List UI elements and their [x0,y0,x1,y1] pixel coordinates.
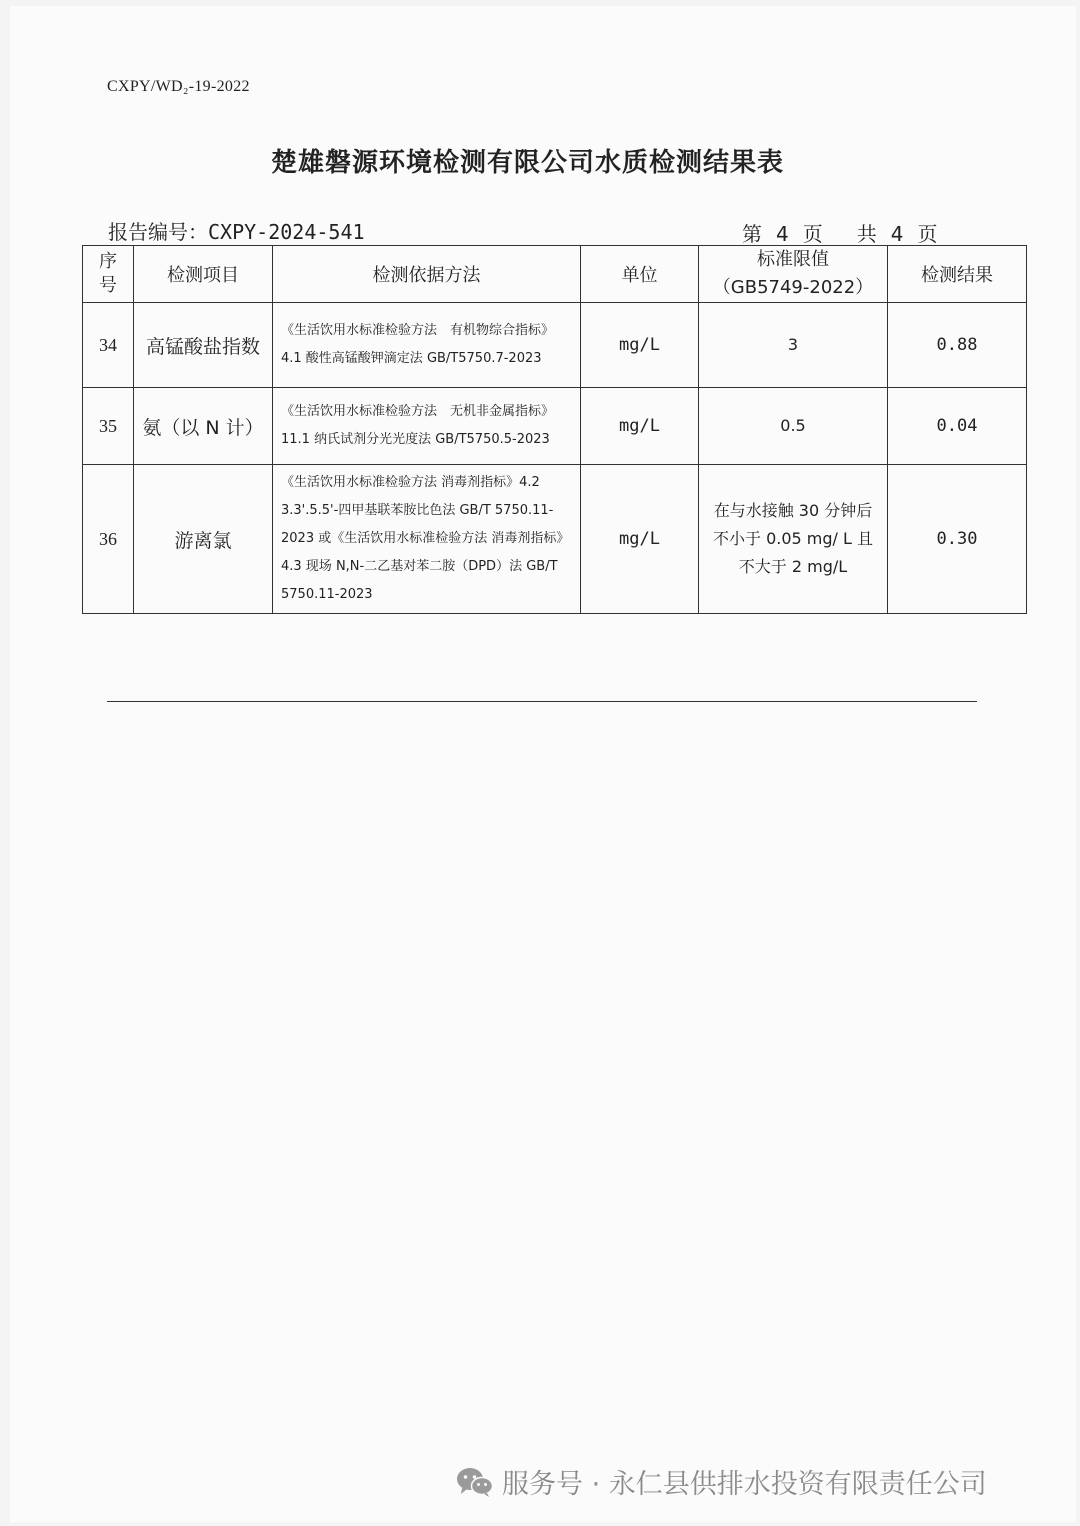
report-number: 报告编号：CXPY-2024-541 [108,220,365,244]
watermark [456,1462,987,1501]
table-row [83,465,1027,614]
results-table [82,245,1027,614]
document-code: CXPY/WD₂-19-2022 [107,78,250,95]
watermark-text: 服务号 · 永仁县供排水投资有限责任公司 [502,1469,987,1500]
table-row [83,388,1027,465]
row-result: 0.30 [888,465,1027,614]
header-method: 检测依据方法 [273,246,581,303]
header-standard: 标准限值 （GB5749-2022） [699,246,888,303]
divider-line [107,701,977,702]
row-standard: 在与水接触 30 分钟后 不小于 0.05 mg/ L 且 不大于 2 mg/L [699,465,888,614]
row-unit: mg/L [581,388,699,465]
table-header-row [83,246,1027,303]
header-unit: 单位 [581,246,699,303]
page-total: 4 [890,222,904,246]
table-row [83,303,1027,388]
row-method: 《生活饮用水标准检验方法 无机非金属指标》11.1 纳氏试剂分光光度法 GB/T5750.5-2023 [273,388,581,465]
row-item: 氨（以 N 计） [134,388,273,465]
page-total-prefix: 共 [856,222,877,246]
page-total-unit: 页 [917,222,938,246]
page-indicator [742,218,937,247]
row-seq: 36 [83,465,134,614]
row-item: 高锰酸盐指数 [134,303,273,388]
page-prefix: 第 [742,222,762,246]
row-result: 0.04 [888,388,1027,465]
wechat-icon [456,1466,494,1498]
row-seq: 35 [83,388,134,465]
header-item: 检测项目 [134,246,273,303]
page-unit: 页 [802,222,823,246]
row-item: 游离氯 [134,465,273,614]
page-current: 4 [776,222,789,246]
row-unit: mg/L [581,465,699,614]
row-standard: 3 [699,303,888,388]
row-standard: 0.5 [699,388,888,465]
row-result: 0.88 [888,303,1027,388]
header-result: 检测结果 [888,246,1027,303]
header-seq: 序 号 [83,246,134,303]
row-method: 《生活饮用水标准检验方法 消毒剂指标》4.2 3.3'.5.5'-四甲基联苯胺比色法 GB/T 5750.11-2023 或《生活饮用水标准检验方法 消毒剂指标》4.3 现场 N,N-二乙基对苯二胺（DPD）法 GB/T 5750.11-2023 [273,465,581,614]
row-unit: mg/L [581,303,699,388]
page-title: 楚雄磐源环境检测有限公司水质检测结果表 [270,148,784,178]
row-seq: 34 [83,303,134,388]
row-method: 《生活饮用水标准检验方法 有机物综合指标》4.1 酸性高锰酸钾滴定法 GB/T5750.7-2023 [273,303,581,388]
